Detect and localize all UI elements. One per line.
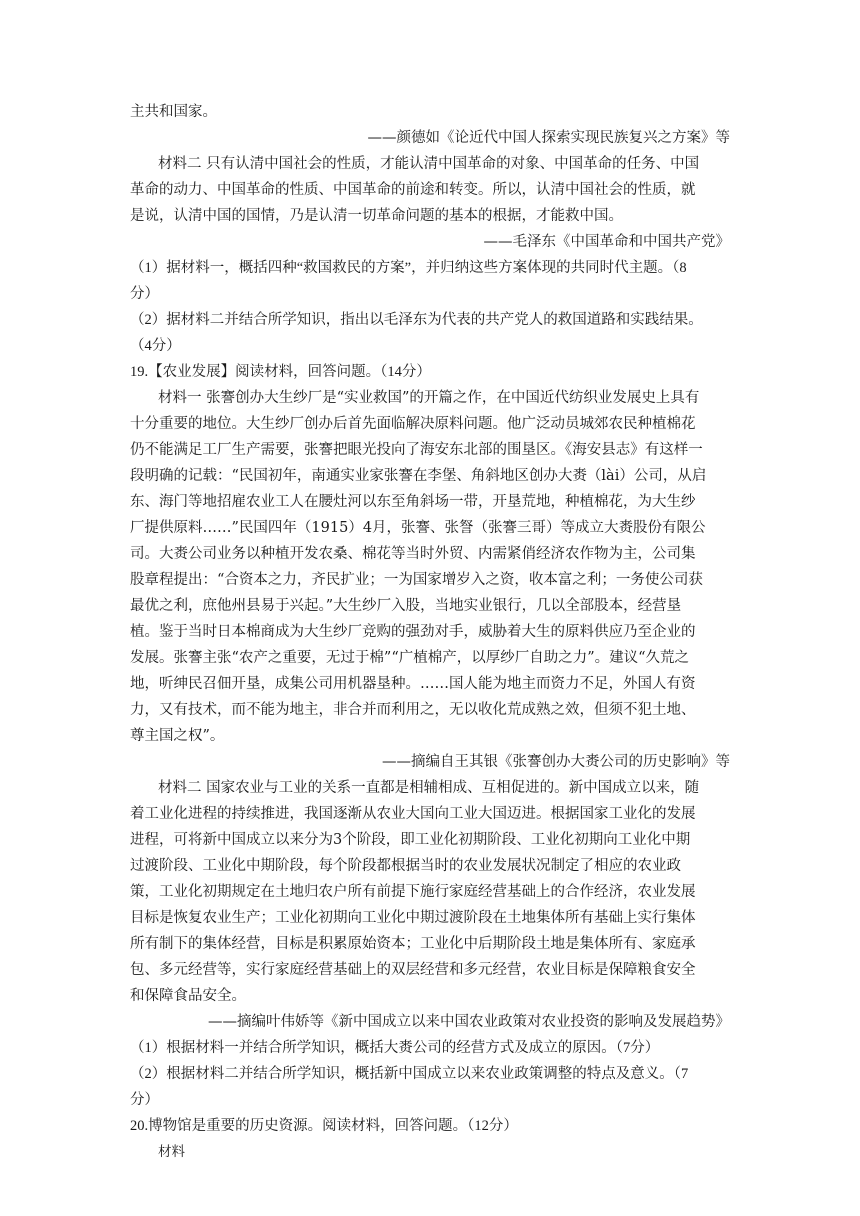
source-citation: ——颜德如《论近代中国人探索实现民族复兴之方案》等 (367, 130, 730, 146)
text-line: 着工业化进程的持续推进，我国逐渐从农业大国向工业大国迈进。根据国家工业化的发展 (130, 806, 696, 822)
text-line: 策，工业化初期规定在土地归农户所有前提下施行家庭经营基础上的合作经济，农业发展 (130, 884, 696, 900)
text-line: 材料二 只有认清中国社会的性质，才能认清中国革命的对象、中国革命的任务、中国 (158, 156, 700, 172)
question-line: 分） (130, 1092, 159, 1108)
text-line: 厂提供原料……”民国四年（1915）4月，张謇、张詧（张謇三哥）等成立大赉股份有限公 (130, 520, 706, 536)
text-line: 段明确的记载：“民国初年，南通实业家张謇在李堡、角斜地区创办大赉（lài）公司，从启 (130, 468, 707, 484)
question-line: （2）根据材料二并结合所学知识，概括新中国成立以来农业政策调整的特点及意义。（7 (130, 1066, 689, 1082)
text-line: 股章程提出：“合资本之力，齐民扩业；一为国家增岁入之资，收本富之利；一务使公司获 (130, 572, 703, 588)
source-citation: ——毛泽东《中国革命和中国共产党》 (483, 234, 730, 250)
text-line: 东、海门等地招雇农业工人在腰灶河以东至角斜场一带，开垦荒地，种植棉花，为大生纱 (130, 494, 696, 510)
question-line: （1）根据材料一并结合所学知识，概括大赉公司的经营方式及成立的原因。（7分） (130, 1040, 660, 1056)
text-line: 目标是恢复农业生产；工业化初期向工业化中期过渡阶段在土地集体所有基础上实行集体 (130, 910, 696, 926)
material-label: 材料 (158, 1144, 185, 1160)
text-line: 材料二 国家农业与工业的关系一直都是相辅相成、互相促进的。新中国成立以来，随 (158, 780, 700, 796)
text-line: 植。鉴于当时日本棉商成为大生纱厂竞购的强劲对手，威胁着大生的原料供应乃至企业的 (130, 624, 696, 640)
question-line: （1）据材料一，概括四种“救国救民的方案”，并归纳这些方案体现的共同时代主题。（8 (130, 260, 687, 276)
text-line: 主共和国家。 (130, 104, 217, 120)
text-line: 仍不能满足工厂生产需要，张謇把眼光投向了海安东北部的围垦区。《海安县志》有这样一 (130, 442, 703, 458)
source-citation: ——摘编叶伟娇等《新中国成立以来中国农业政策对农业投资的影响及发展趋势》 (208, 1014, 730, 1030)
text-line: 力，又有技术，而不能为地主，非合并而利用之，无以收化荒成熟之效，但须不犯土地、 (130, 702, 696, 718)
question-line: （4分） (130, 338, 181, 354)
source-citation: ——摘编自王其银《张謇创办大赉公司的历史影响》等 (382, 754, 730, 770)
text-line: 过渡阶段、工业化中期阶段，每个阶段都根据当时的农业发展状况制定了相应的农业政 (130, 858, 681, 874)
question-heading: 19.【农业发展】阅读材料，回答问题。（14分） (130, 364, 431, 380)
text-line: 十分重要的地位。大生纱厂创办后首先面临解决原料问题。他广泛动员城郊农民种植棉花 (130, 416, 696, 432)
text-line: 革命的动力、中国革命的性质、中国革命的前途和转变。所以，认清中国社会的性质，就 (130, 182, 696, 198)
text-line: 和保障食品安全。 (130, 988, 246, 1004)
text-line: 所有制下的集体经营，目标是积累原始资本；工业化中后期阶段土地是集体所有、家庭承 (130, 936, 696, 952)
text-line: 材料一 张謇创办大生纱厂是“实业救国”的开篇之作，在中国近代纺织业发展史上具有 (158, 390, 700, 406)
text-line: 包、多元经营等，实行家庭经营基础上的双层经营和多元经营，农业目标是保障粮食安全 (130, 962, 696, 978)
text-line: 是说，认清中国的国情，乃是认清一切革命问题的基本的根据，才能救中国。 (130, 208, 623, 224)
text-line: 发展。张謇主张“农产之重要，无过于棉”“广植棉产，以厚纱厂自助之力”。建议“久荒之 (130, 650, 690, 666)
text-line: 司。大赉公司业务以种植开发农桑、棉花等当时外贸、内需紧俏经济农作物为主，公司集 (130, 546, 696, 562)
question-line: （2）据材料二并结合所学知识，指出以毛泽东为代表的共产党人的救国道路和实践结果。 (130, 312, 703, 328)
text-line: 尊主国之权”。 (130, 728, 225, 744)
question-heading: 20.博物馆是重要的历史资源。阅读材料，回答问题。（12分） (130, 1118, 518, 1134)
text-line: 最优之利，庶他州县易于兴起。”大生纱厂入股，当地实业银行，几以全部股本，经营垦 (130, 598, 682, 614)
question-line: 分） (130, 286, 159, 302)
text-line: 地，听绅民召佃开垦，成集公司用机器垦种。……国人能为地主而资力不足，外国人有资 (130, 676, 696, 692)
text-line: 进程，可将新中国成立以来分为3个阶段，即工业化初期阶段、工业化初期向工业化中期 (130, 832, 691, 848)
